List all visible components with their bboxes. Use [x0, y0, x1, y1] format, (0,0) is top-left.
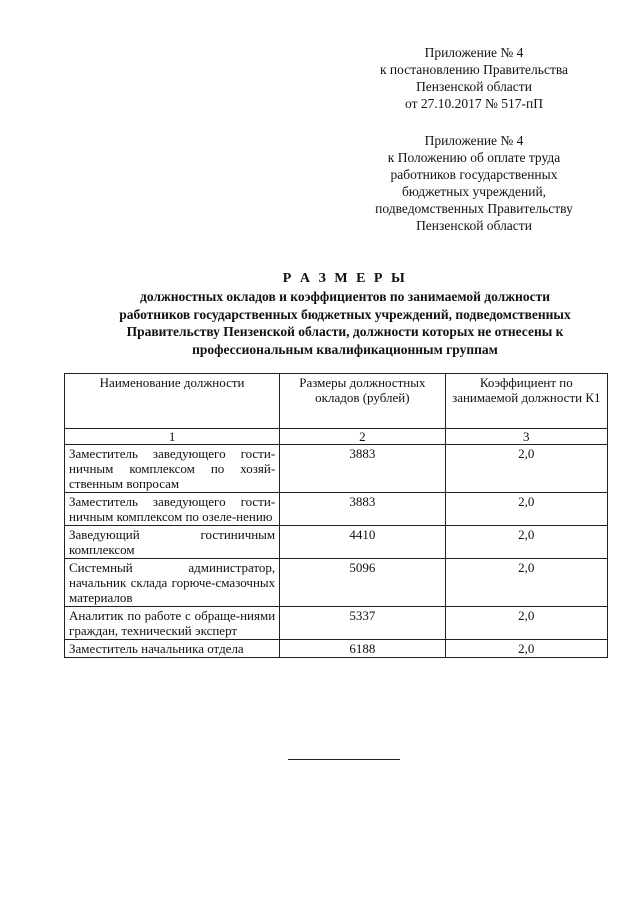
column-number: 1	[65, 429, 280, 445]
subtitle-line: профессиональным квалификационным группам	[192, 341, 498, 357]
document-subtitle	[80, 288, 610, 358]
salary-value: 5096	[280, 559, 445, 607]
position-name: Аналитик по работе с обраще-ниями граждан, технический эксперт	[65, 607, 280, 640]
appendix-line: к Положению об оплате труда	[387, 150, 561, 165]
salary-value: 3883	[280, 445, 445, 493]
table-row	[65, 493, 608, 526]
position-name: Системный администратор, начальник склада горюче-смазочных материалов	[65, 559, 280, 607]
header-salary: Размеры должностных окладов (рублей)	[280, 374, 445, 429]
coefficient-value: 2,0	[445, 559, 607, 607]
appendix-line: к постановлению Правительства	[379, 62, 569, 77]
document-heading	[80, 269, 610, 358]
coefficient-value: 2,0	[445, 640, 607, 658]
appendix-line: Пензенской области	[416, 218, 532, 233]
salary-value: 6188	[280, 640, 445, 658]
appendix-line: подведомственных Правительству	[375, 201, 573, 216]
position-name: Заместитель заведующего гости-ничным комплексом по хозяй-ственным вопросам	[65, 445, 280, 493]
table-header-row	[65, 374, 608, 429]
table-row	[65, 607, 608, 640]
subtitle-line: должностных окладов и коэффициентов по занимаемой должности	[140, 289, 550, 304]
appendix-line: Пензенской области	[416, 79, 532, 94]
appendix-line: от 27.10.2017 № 517-пП	[405, 96, 543, 111]
appendix-line: бюджетных учреждений,	[401, 184, 547, 199]
position-name: Заместитель заведующего гости-ничным комплексом по озеле-нению	[65, 493, 280, 526]
table-row	[65, 640, 608, 658]
header-coefficient: Коэффициент по занимаемой должности К1	[445, 374, 607, 429]
coefficient-value: 2,0	[445, 493, 607, 526]
appendix-line: работников государственных	[390, 167, 558, 182]
column-number-row	[65, 429, 608, 445]
salary-table	[64, 373, 608, 658]
column-number: 2	[280, 429, 445, 445]
appendix-resolution-reference	[350, 44, 598, 112]
coefficient-value: 2,0	[445, 526, 607, 559]
coefficient-value: 2,0	[445, 445, 607, 493]
header-position-name: Наименование должности	[65, 374, 280, 429]
column-number: 3	[445, 429, 607, 445]
subtitle-line: Правительству Пензенской области, должности которых не отнесены к	[126, 324, 564, 339]
subtitle-line: работников государственных бюджетных учреждений, подведомственных	[119, 306, 571, 322]
table-row	[65, 526, 608, 559]
coefficient-value: 2,0	[445, 607, 607, 640]
appendix-line: Приложение № 4	[424, 133, 524, 148]
salary-value: 4410	[280, 526, 445, 559]
position-name: Заведующий гостиничным комплексом	[65, 526, 280, 559]
table-row	[65, 559, 608, 607]
document-title: Р А З М Е Р Ы	[282, 271, 408, 286]
salary-value: 3883	[280, 493, 445, 526]
salary-value: 5337	[280, 607, 445, 640]
appendix-line: Приложение № 4	[424, 45, 524, 60]
appendix-regulation-reference	[350, 132, 598, 234]
end-of-document-line	[288, 759, 400, 760]
table-row	[65, 445, 608, 493]
position-name: Заместитель начальника отдела	[65, 640, 280, 658]
